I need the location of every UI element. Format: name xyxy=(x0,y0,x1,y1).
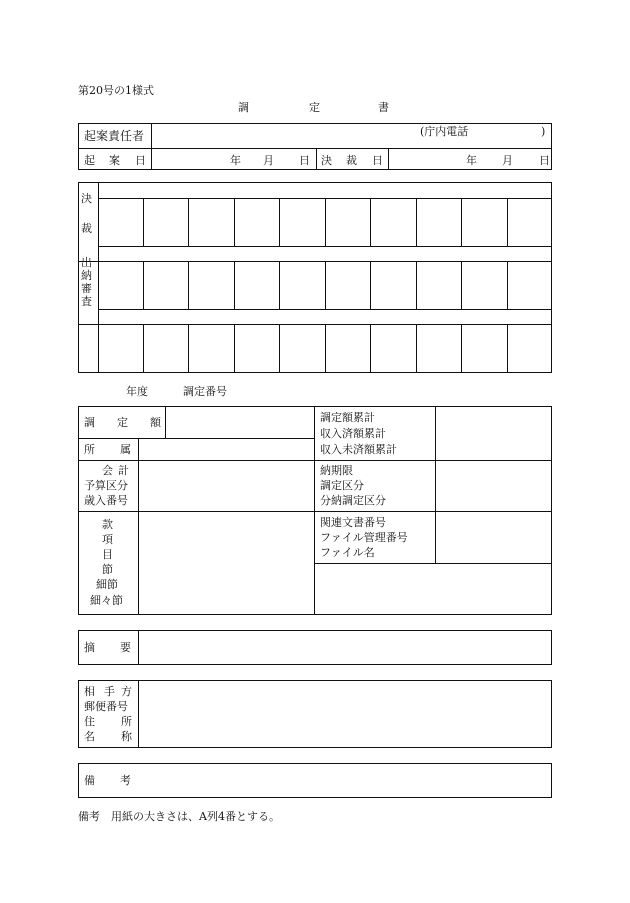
audit-label-1: 出 xyxy=(81,256,92,269)
amount-label-divider xyxy=(165,406,166,438)
details-line xyxy=(78,460,552,461)
postal-label: 郵便番号 xyxy=(84,700,128,713)
decision-year-unit: 年 xyxy=(466,154,477,167)
right-col-divider-1 xyxy=(435,406,436,460)
right-col-divider-2 xyxy=(435,460,436,511)
audit-label-2: 納 xyxy=(81,269,92,282)
title-char-2: 定 xyxy=(309,101,320,114)
stamp-cell[interactable] xyxy=(98,261,143,309)
cumulative-assessment-label: 調定額累計 xyxy=(320,411,375,424)
stamp-cell[interactable] xyxy=(370,198,416,246)
stamp-cell[interactable] xyxy=(461,261,507,309)
stamp-cell[interactable] xyxy=(188,198,234,246)
stamp-cell[interactable] xyxy=(279,324,325,372)
stamp-cell[interactable] xyxy=(279,198,325,246)
stamp-cell[interactable] xyxy=(325,198,371,246)
stamp-cell[interactable] xyxy=(234,324,280,372)
stamp-cell[interactable] xyxy=(370,261,416,309)
saisetsu-label: 細節 xyxy=(96,578,118,591)
file-name-label: ファイル名 xyxy=(320,546,375,559)
approval-line xyxy=(98,309,552,310)
draft-day-unit: 日 xyxy=(299,154,310,167)
draft-month-unit: 月 xyxy=(263,154,274,167)
party-label-3: 方 xyxy=(121,685,132,698)
cumulative-unreceived-label: 収入未済額累計 xyxy=(320,443,397,456)
stamp-cell[interactable] xyxy=(325,261,371,309)
header-label-col xyxy=(151,123,152,170)
details-label-col xyxy=(138,438,139,615)
stamp-cell[interactable] xyxy=(416,198,462,246)
amount-label-3: 額 xyxy=(150,416,161,429)
stamp-cell[interactable] xyxy=(507,198,553,246)
stamp-cell[interactable] xyxy=(461,324,507,372)
summary-label-divider xyxy=(138,630,139,665)
approval-line xyxy=(98,246,552,247)
stamp-cell[interactable] xyxy=(507,324,553,372)
number-label: 調定番号 xyxy=(183,385,227,398)
remarks-label-1: 備 xyxy=(84,774,95,787)
amount-label-1: 調 xyxy=(84,416,95,429)
audit-label-3: 審 xyxy=(81,282,92,295)
stamp-cell[interactable] xyxy=(416,261,462,309)
assessment-category-label: 調定区分 xyxy=(320,479,364,492)
decision-date-label-1: 決 xyxy=(321,154,332,167)
party-label-2: 手 xyxy=(104,685,115,698)
amount-label-2: 定 xyxy=(117,416,128,429)
remarks-field[interactable] xyxy=(140,765,550,796)
counterparty-label-divider xyxy=(138,680,139,748)
name-label-2: 称 xyxy=(121,730,132,743)
title-char-3: 書 xyxy=(378,101,389,114)
decision-date-label-2: 裁 xyxy=(346,154,357,167)
stamp-cell[interactable] xyxy=(370,324,416,372)
drafter-label: 起案責任者 xyxy=(84,129,145,143)
due-date-label: 納期限 xyxy=(320,464,353,477)
details-line xyxy=(314,563,552,564)
counterparty-field[interactable] xyxy=(140,682,550,746)
phone-field[interactable] xyxy=(480,125,535,145)
audit-label-4: 査 xyxy=(81,295,92,308)
blank-details-field[interactable] xyxy=(316,565,550,613)
address-label-2: 所 xyxy=(121,715,132,728)
header-mid-divider xyxy=(316,148,317,170)
stamp-cell[interactable] xyxy=(325,324,371,372)
decision-day-unit: 日 xyxy=(539,154,550,167)
saisaisetsu-label: 細々節 xyxy=(90,594,123,607)
title-char-1: 調 xyxy=(238,101,249,114)
phone-close: ) xyxy=(541,125,546,138)
related-doc-label: 関連文書番号 xyxy=(320,516,386,529)
accounting-field[interactable] xyxy=(140,462,312,510)
phone-label: (庁内電話 xyxy=(420,125,469,138)
decision-label-1: 決 xyxy=(81,192,92,205)
stamp-cell[interactable] xyxy=(234,261,280,309)
stamp-cell[interactable] xyxy=(98,198,143,246)
amount-field[interactable] xyxy=(167,408,312,437)
affiliation-label-2: 属 xyxy=(120,443,131,456)
decision-month-unit: 月 xyxy=(502,154,513,167)
stamp-cell[interactable] xyxy=(143,261,189,309)
draft-date-label-3: 日 xyxy=(135,154,146,167)
draft-year-unit: 年 xyxy=(230,154,241,167)
header-divider xyxy=(78,148,552,149)
decision-stamp-row xyxy=(98,198,552,246)
details-line xyxy=(78,438,314,439)
file-info-field[interactable] xyxy=(437,513,550,562)
footnote: 備考 用紙の大きさは、A列4番とする。 xyxy=(78,810,280,823)
classification-field[interactable] xyxy=(140,513,312,613)
cumulative-received-label: 収入済額累計 xyxy=(320,427,386,440)
header-mid-divider-2 xyxy=(388,148,389,170)
stamp-cell[interactable] xyxy=(461,198,507,246)
stamp-cell[interactable] xyxy=(143,198,189,246)
draft-date-label-2: 案 xyxy=(109,154,120,167)
form-number: 第20号の1様式 xyxy=(78,84,154,97)
party-label-1: 相 xyxy=(84,685,95,698)
setsu-label: 節 xyxy=(102,563,113,576)
address-label-1: 住 xyxy=(84,715,95,728)
cumulative-field[interactable] xyxy=(437,408,550,459)
decision-date-label-3: 日 xyxy=(372,154,383,167)
stamp-cell[interactable] xyxy=(188,324,234,372)
stamp-cell[interactable] xyxy=(188,261,234,309)
stamp-cell[interactable] xyxy=(416,324,462,372)
accounting-label-1: 会 xyxy=(102,464,113,477)
affiliation-label-1: 所 xyxy=(84,443,95,456)
kou-label: 項 xyxy=(102,533,113,546)
accounting-label-2: 計 xyxy=(118,464,129,477)
stamp-cell[interactable] xyxy=(98,324,143,372)
summary-field[interactable] xyxy=(140,632,550,663)
stamp-cell[interactable] xyxy=(143,324,189,372)
stamp-cell[interactable] xyxy=(279,261,325,309)
right-col-divider-3 xyxy=(435,511,436,563)
budget-category-label: 予算区分 xyxy=(84,479,128,492)
audit-stamp-row xyxy=(98,261,552,309)
drafter-field[interactable] xyxy=(153,125,403,147)
due-category-field[interactable] xyxy=(437,462,550,510)
year-label: 年度 xyxy=(126,385,148,398)
installment-category-label: 分納調定区分 xyxy=(320,494,386,507)
decision-label-2: 裁 xyxy=(81,222,92,235)
name-label-1: 名 xyxy=(84,730,95,743)
details-line xyxy=(78,511,552,512)
stamp-cell[interactable] xyxy=(234,198,280,246)
summary-label-1: 摘 xyxy=(84,641,95,654)
remarks-label-2: 考 xyxy=(120,774,131,787)
summary-label-2: 要 xyxy=(120,641,131,654)
affiliation-field[interactable] xyxy=(140,440,312,459)
moku-label: 目 xyxy=(102,548,113,561)
stamp-cell[interactable] xyxy=(507,261,553,309)
file-management-label: ファイル管理番号 xyxy=(320,531,408,544)
extra-stamp-row xyxy=(98,324,552,372)
draft-date-label-1: 起 xyxy=(84,154,95,167)
revenue-number-label: 歳入番号 xyxy=(84,494,128,507)
kan-label: 款 xyxy=(102,518,113,531)
